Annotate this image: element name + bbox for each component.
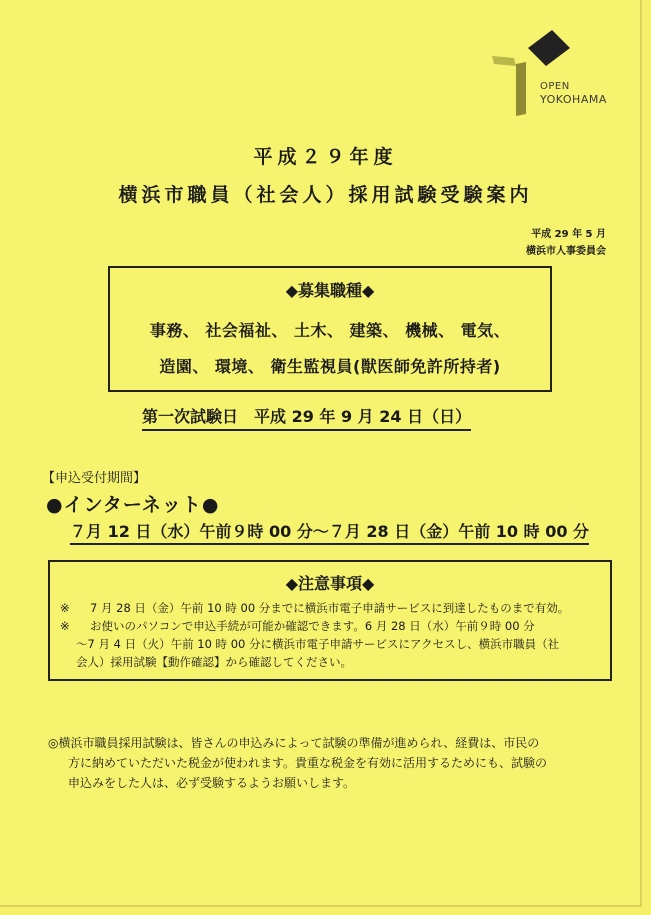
footer-line2: 方に納めていただいた税金が使われます。貴重な税金を有効に活用するためにも、試験の bbox=[68, 756, 548, 770]
title-year: 平成２９年度 bbox=[253, 146, 398, 168]
issue-info bbox=[526, 226, 606, 260]
note-mark: ※ bbox=[60, 601, 70, 615]
open-yokohama-logo-icon bbox=[488, 30, 608, 120]
note-2-text: お使いのパソコンで申込手続が可能か確認できます。6 月 28 日（水）午前９時 00 分 bbox=[90, 619, 535, 633]
notes-box bbox=[48, 560, 612, 681]
note-2 bbox=[60, 618, 535, 635]
jobs-list-line1: 事務、 社会福祉、 土木、 建築、 機械、 電気、 bbox=[149, 321, 511, 340]
note-1-text: 7 月 28 日（金）午前 10 時 00 分までに横浜市電子申請サービスに到達したものまで有効。 bbox=[90, 601, 570, 615]
exam-date: 第一次試験日 平成 29 年 9 月 24 日（日） bbox=[142, 404, 471, 431]
logo-text bbox=[540, 80, 607, 106]
notes-heading: ◆注意事項◆ bbox=[285, 574, 375, 593]
footer-line1: ◎横浜市職員採用試験は、皆さんの申込みによって試験の準備が進められ、経費は、市民の bbox=[48, 736, 540, 750]
note-mark: ※ bbox=[60, 619, 70, 633]
logo-line2: YOKOHAMA bbox=[540, 93, 607, 106]
page-title: 横浜市職員（社会人）採用試験受験案内 bbox=[118, 184, 533, 206]
footer-line3: 申込みをした人は、必ず受験するようお願いします。 bbox=[68, 776, 356, 790]
jobs-list-line2: 造園、 環境、 衛生監視員(獣医師免許所持者) bbox=[159, 357, 501, 376]
note-1 bbox=[60, 600, 569, 617]
application-method: ●インターネット● bbox=[46, 494, 220, 516]
issue-date: 平成 29 年 5 月 bbox=[531, 229, 606, 240]
application-period: ７月 12 日（水）午前９時 00 分～７月 28 日（金）午前 10 時 00 分 bbox=[70, 519, 589, 545]
jobs-heading: ◆募集職種◆ bbox=[285, 281, 375, 300]
note-2-cont: ～7 月 4 日（火）午前 10 時 00 分に横浜市電子申請サービスにアクセスし、横浜市職員（社 bbox=[76, 637, 560, 651]
issuer: 横浜市人事委員会 bbox=[526, 246, 606, 257]
note-2-cont2: 会人）採用試験【動作確認】から確認してください。 bbox=[76, 655, 352, 669]
logo-line1: OPEN bbox=[540, 81, 570, 92]
application-period-label: 【申込受付期間】 bbox=[42, 471, 147, 486]
jobs-box bbox=[108, 266, 552, 392]
